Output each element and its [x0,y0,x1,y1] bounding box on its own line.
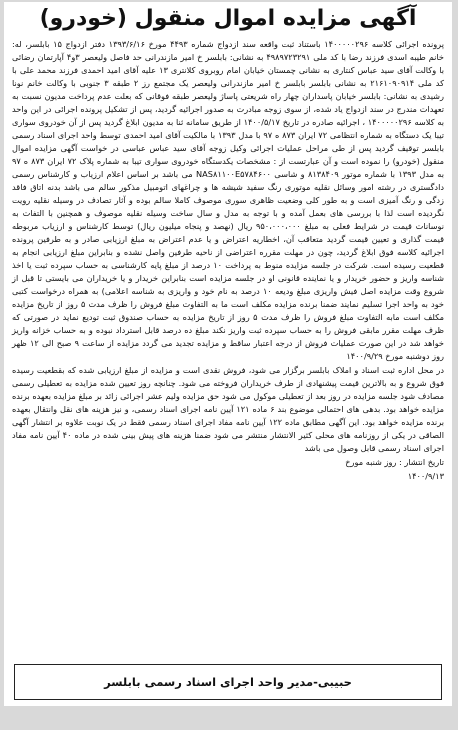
signature-box: حبیبی-مدیر واحد اجرای اسناد رسمی بابلسر [14,664,442,700]
publish-date: ۱۴۰۰/۹/۱۳ [407,471,444,481]
publish-date-label: تاریخ انتشار : روز شنبه مورخ [345,457,444,467]
notice-paragraph-2: در محل اداره ثبت اسناد و املاک بابلسر برگزار می شود، فروش نقدی است و مزایده از مبلغ ارزیابی شده که بقطعیت رسیده فوق شروع و به بالاترین قیمت پیشنهادی از طرف خریداران فروخته می شود. چنانچه روز تعیین شده مزایده به تعطیلی رسمی مصادف شود جلسه مزایده در روز بعد از تعطیلی موکول می شود حق مزایده ولیم عشر اجرائی زائد بر مبلغ مزایده بعهده برنده مزایده خواهد بود. بدهی های احتمالی موضوع بند ۶ ماده ۱۲۱ آیین نامه اجرای اسناد رسمی، و نیز هزینه های نقل وانتقال بعهده برنده مزایده خواهد بود. این آگهی مطابق ماده ۱۲۲ آیین نامه مفاد اجرای اسناد رسمی فقط در یک نوبت علاوه بر انتشار آگهی الصاقی در یکی از روزنامه های محلی کثیر الانتشار منتشر می شود ضمنا هزینه های پیش بینی شده در ماده ۴۰ آیین نامه مفاد اجرای اسناد رسمی قابل وصول می باشد [12,365,445,453]
notice-body [12,38,444,483]
notice-title: آگهی مزایده اموال منقول (خودرو) [39,6,417,31]
notice-paragraph-1: پرونده اجرائی کلاسه ۱۴۰۰۰۰۰۲۹۶ باستناد ثبت واقعه سند ازدواج شماره ۴۴۹۳ مورخ ۱۳۹۳/۶/۱۶ دفتر ازدواج ۱۵ بابلسر، له: خانم طیبه اسدی فرزند رضا با کد ملی ۴۹۸۹۷۲۳۲۹۱ به نشانی: بابلسر خ امیر مازندرانی حد فاصل ولیعصر ۳و۴ آپارتمان رضائی با وکالت آقای سید عباس کنتاری به نشانی چمستان خیابان امام روبروی کلانتری ۱۳ علیه آقای امید احمدی فرزند محمد علی با کد ملی ۲۱۶۱۰۹۰۹۱۴ به نشانی بابلسر بابلسر خ امیر مازندرانی ولیعصر یک مجتمع رز ۲ طبقه ۳ جنوبی با وکالت خانم نونا رشیدی به نشانی: بابلسر خیابان پاسداران چهار راه شریعتی پاساژ ولیعصر طبقه فوقانی که بعلت عدم پرداخت مدیون نسبت به تعهدات مندرج در سند ازدواج یاد شده، از سوی زوجه مبادرت به صدور اجرائیه گردید، پس از تشکیل پرونده اجرائی در این واحد به کلاسه ۱۴۰۰۰۰۰۲۹۶ ، اجرائیه صادره در تاریخ ۱۴۰۰/۵/۱۷ از طریق سامانه ثنا به مدیون ابلاغ گردید پس از آن خودروی سواری تیبا یک دستگاه به شماره انتظامی ۷۲ ایران ۸۷۳ ه ۹۷ با مدل ۱۳۹۳ با مالکیت آقای امید احمدی توسط واحد اجرای اسناد رسمی بابلسر توقیف گردید پس از طی مراحل عملیات اجرائی وکیل زوجه آقای سید عباس عباسی در خواست آگهی مزایده اموال منقول (خودرو) را نموده است و آن عبارتست از : مشخصات یکدستگاه خودروی سواری تیبا به شماره پلاک ۷۲ ایران ۸۷۳ ه ۹۷ به مدل ۱۳۹۳ با شماره موتور ۸۱۳۸۴۰۹ و شاسی NAS۸۱۱۰۰E۵۷۸۴۶۰۰ می باشد بر اساس اعلام ارزیاب و کارشناس رسمی دادگستری در رشته امور وسائل نقلیه موتوری رنگ سفید شیشه ها و چراغهای اتومبیل مذکور سالم می باشد بدنه اتاق فاقد زدگی و رنگ آمیزی است و به طور کلی وضعیت ظاهری سوری موصوف کاملا سالم بوده و آثار تصادف در وسیله نقلیه رویت نگردیده است لذا با بررسی های بعمل آمده و با توجه به مدل و سال ساخت وسیله نقلیه موصوف و همچنین با التفات به نوسانات قیمت در شرایط فعلی به مبلغ ۹۵۰،۰۰۰،۰۰۰ ریال (نهصد و پنجاه میلیون ریال) توسط کارشناس و ارزیاب مربوطه قیمت گذاری و تعیین قیمت گردید متعاقب آن، اخطاریه اعتراض و یا عدم اعتراض به مبلغ ارزیابی صادر و به طرفین پرونده اجرائیه کلاسه فوق ابلاغ گردید، چون در مهلت مقرره اعتراضی از ناحیه طرفین واصل نشده و بنابراین مبلغ ارزیابی انجام به قطعیت رسیده است. شرکت در جلسه مزایده منوط به پرداخت ۱۰ درصد از مبلغ پایه کارشناسی به حساب سپرده ثبت یا اخذ شناسه واریز و حضور خریدار و یا نماینده قانونی او در جلسه مزایده است بنابراین خریدار و یا خریداران می بایستی تا قبل از شروع وقت مزایده اصل فیش واریزی مبلغ ودیعه ۱۰ درصد به نام خود و واریزی به شناسه اعلامی) به همراه درخواست کتبی خود به واحد اجرا تسلیم نمایند ضمنا برنده مزایده مکلف است ما به التفاوت مبلغ فروش را ظرف مدت ۵ روز از تاریخ مزایده مکلف است مابه التفاوت مبلغ فروش را ظرف مدت ۵ روز از تاریخ مزایده به حساب صندوق ثبت تودیع نماید در صورتی که ظرف مهلت مقرر مابقی فروش را به حساب سپرده ثبت واریز نکند مبلغ ده درصد قابل استرداد نبوده و به حساب خزانه واریز خواهد شد در این صورت عملیات فروش از درجه اعتبار ساقط و مزایده تجدید می گردد مزایده از ساعت ۹ صبح الی ۱۲ ظهر روز دوشنبه مورخ ۱۴۰۰/۹/۲۹ [12,39,444,361]
auction-notice [4,2,452,706]
